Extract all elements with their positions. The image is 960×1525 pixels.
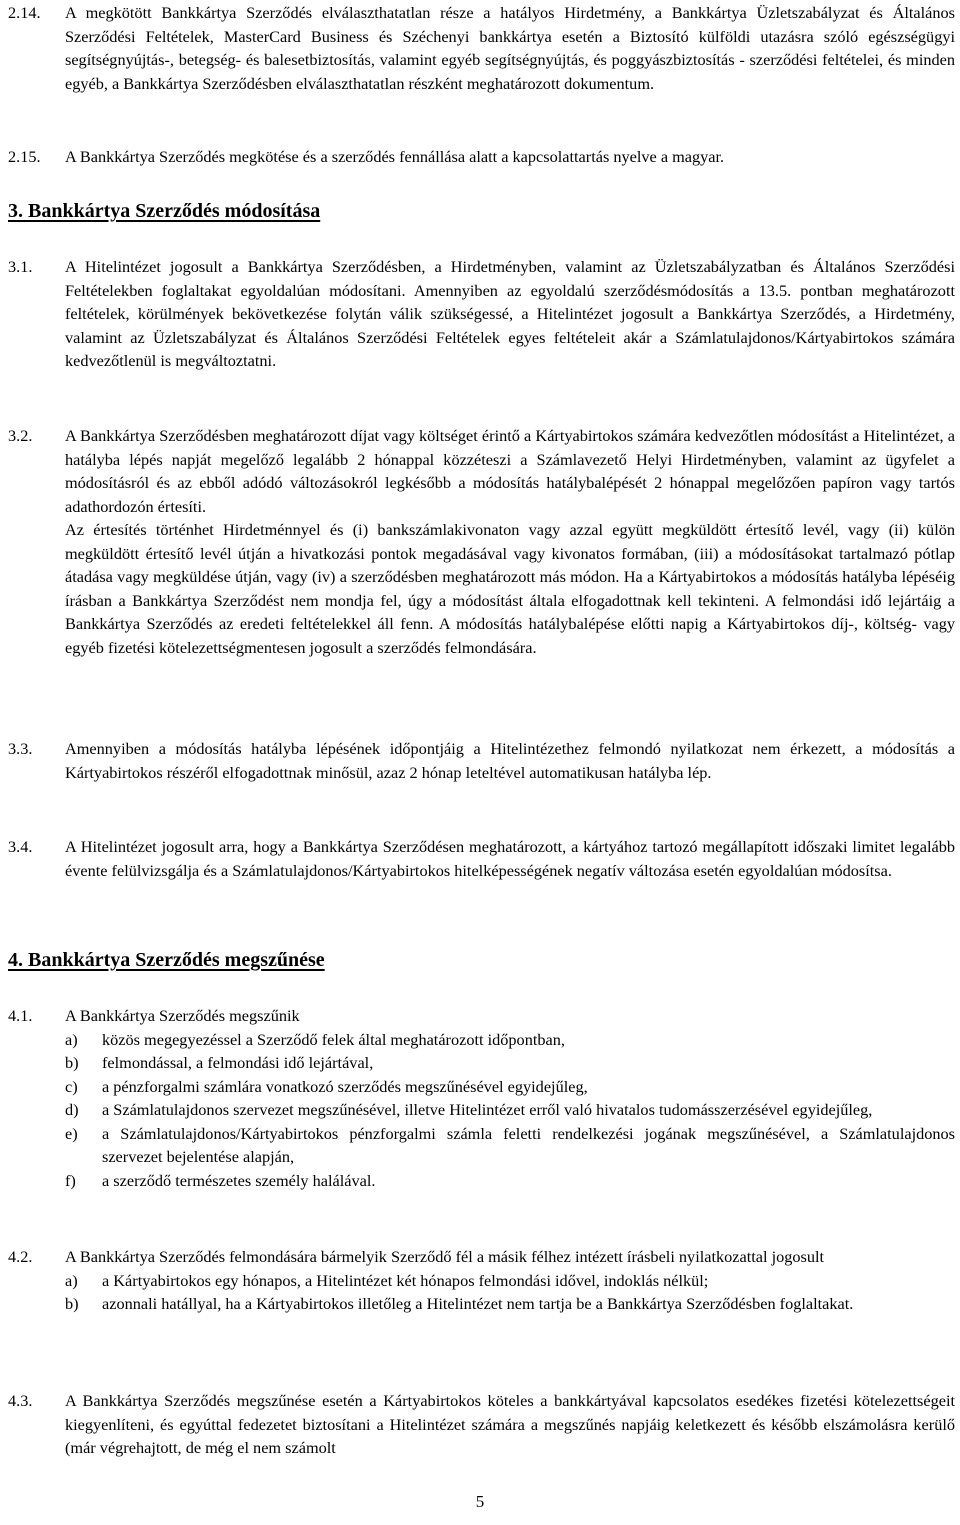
- section-number: 2.14.: [8, 3, 41, 22]
- item-list: [65, 1028, 955, 1193]
- list-item: [65, 1269, 955, 1293]
- section-text: A Bankkártya Szerződés megszűnik: [65, 1006, 300, 1025]
- item-text: a Számlatulajdonos szervezet megszűnésével, illetve Hitelintézet erről való hivatalos tudomásszerzésével egyidejűleg,: [102, 1100, 873, 1119]
- section-4-3: [8, 1389, 955, 1460]
- section-text: A Bankkártya Szerződés felmondására bármelyik Szerződő fél a másik félhez intézett írásbeli nyilatkozattal jogosult: [65, 1247, 825, 1266]
- section-2-14: [8, 1, 955, 95]
- list-item: [65, 1051, 955, 1075]
- section-number: 4.3.: [8, 1391, 33, 1410]
- item-text: a szerződő természetes személy halálával.: [102, 1170, 376, 1190]
- item-label: b): [65, 1053, 79, 1072]
- section-number: 4.2.: [8, 1247, 33, 1266]
- section-text: A Bankkártya Szerződésben meghatározott díjat vagy költséget érintő a Kártyabirtokos számára kedvezőtlen módosítást a Hitelintézet, a hatályba lépés napját megelőző legalább 2 hónappal közzéteszi a Számlavezető Helyi Hirdetményben, valamint az ügyfelet a módosításról és az ebből adódó változásokról legkésőbb a módosítás hatálybalépését 2 hónappal megelőzően papíron vagy tartós adathordozón értesíti.: [65, 426, 955, 516]
- item-text: felmondással, a felmondási idő lejártával,: [102, 1053, 374, 1072]
- section-text: Amennyiben a módosítás hatályba lépésének időpontjáig a Hitelintézethez felmondó nyilatkozat nem érkezett, a módosítás a Kártyabirtokos részéről elfogadottnak minősül, azaz 2 hónap leteltével automatikusan hatályba lép.: [65, 739, 955, 782]
- list-item: [65, 1075, 955, 1099]
- page-number: 5: [475, 1492, 485, 1511]
- heading-section-4: 4. Bankkártya Szerződés megszűnése: [8, 949, 325, 971]
- item-text: közös megegyezéssel a Szerződő felek által meghatározott időpontban,: [102, 1029, 565, 1049]
- item-label: a): [65, 1270, 78, 1290]
- item-label: e): [65, 1123, 78, 1143]
- section-text: A Bankkártya Szerződés megkötése és a szerződés fennállása alatt a kapcsolattartás nyelve a magyar.: [65, 147, 725, 166]
- list-item: [65, 1122, 955, 1169]
- section-3-4: [8, 835, 955, 882]
- section-text: A Bankkártya Szerződés megszűnése esetén a Kártyabirtokos köteles a bankkártyával kapcsolatos esedékes fizetési kötelezettségeit kiegyenlíteni, és egyúttal fedezetet biztosítani a Hitelintézet számára a megszűnés napjáig keletkezett és később elszámolásra kerülő (már végrehajtott, de még el nem számolt: [65, 1391, 955, 1457]
- item-text: azonnali hatállyal, ha a Kártyabirtokos illetőleg a Hitelintézet nem tartja be a Bankkártya Szerződésben foglaltakat.: [102, 1294, 854, 1313]
- section-number: 3.4.: [8, 837, 33, 856]
- item-text: a Számlatulajdonos/Kártyabirtokos pénzforgalmi számla feletti rendelkezési jogának megszűnésével, a Számlatulajdonos szervezet bejelentése alapján,: [102, 1123, 955, 1166]
- item-label: c): [65, 1076, 78, 1096]
- heading-section-3: 3. Bankkártya Szerződés módosítása: [8, 200, 321, 222]
- item-text: a pénzforgalmi számlára vonatkozó szerződés megszűnésével egyidejűleg,: [102, 1076, 588, 1096]
- section-2-15: [8, 145, 955, 169]
- section-text: A Hitelintézet jogosult a Bankkártya Szerződésben, a Hirdetményben, valamint az Üzletszabályzatban és Általános Szerződési Feltételekben foglaltakat egyoldalúan módosítani. Amennyiben az egyoldalú szerződésmódosítás a 13.5. pontban meghatározott feltételek, körülmények bekövetkezése folytán válik szükségessé, a Hitelintézet jogosult a Bankkártya Szerződés, a Hirdetmény, valamint az Üzletszabályzat és Általános Szerződési Feltételek egyes feltételeit akár a Számlatulajdonos/Kártyabirtokos számára kedvezőtlenül is megváltoztatni.: [65, 257, 955, 370]
- section-text-continued: Az értesítés történhet Hirdetménnyel és (i) bankszámlakivonaton vagy azzal együtt megküldött értesítő levél, vagy (ii) külön megküldött értesítő levél útján a hivatkozási pontok megadásával vagy kivonatos formában, (iii) a módosításokat tartalmazó pótlap átadása vagy megküldése útján, vagy (iv) a szerződésben meghatározott más módon. Ha a Kártyabirtokos a módosítás hatályba lépéséig írásban a Bankkártya Szerződést nem mondja fel, úgy a módosítást általa elfogadottnak kell tekinteni. A felmondási idő lejártáig a Bankkártya Szerződés az eredeti feltételekkel áll fenn. A módosítás hatálybalépése előtti napig a Kártyabirtokos díj-, költség- vagy egyéb fizetési kötelezettségmentesen jogosult a szerződés felmondására.: [65, 520, 955, 657]
- list-item: [65, 1098, 955, 1122]
- section-number: 3.3.: [8, 739, 33, 758]
- section-4-1: [8, 1004, 955, 1192]
- item-label: a): [65, 1029, 78, 1049]
- section-text: A megkötött Bankkártya Szerződés elválaszthatatlan része a hatályos Hirdetmény, a Bankkártya Üzletszabályzat és Általános Szerződési Feltételek, MasterCard Business és Széchenyi bankkártya esetén a Biztosító külföldi utazásra szóló egészségügyi segítségnyújtás-, betegség- és balesetbiztosítás, valamint egyéb segítségnyújtás, és poggyászbiztosítás - szerződési feltételei, és minden egyéb, a Bankkártya Szerződésben elválaszthatatlan részként meghatározott dokumentum.: [65, 3, 955, 93]
- item-label: d): [65, 1100, 79, 1119]
- section-text: A Hitelintézet jogosult arra, hogy a Bankkártya Szerződésen meghatározott, a kártyához tartozó megállapított időszaki limitet legalább évente felülvizsgálja és a Számlatulajdonos/Kártyabirtokos hitelképességének negatív változása esetén egyoldalúan módosítsa.: [65, 837, 955, 880]
- list-item: [65, 1169, 955, 1193]
- item-text: a Kártyabirtokos egy hónapos, a Hitelintézet két hónapos felmondási idővel, indoklás nélkül;: [102, 1270, 709, 1290]
- item-label: b): [65, 1294, 79, 1313]
- section-3-1: [8, 255, 955, 373]
- section-number: 3.2.: [8, 426, 33, 445]
- item-list: [65, 1269, 955, 1316]
- item-label: f): [65, 1170, 76, 1190]
- list-item: [65, 1028, 955, 1052]
- section-3-3: [8, 737, 955, 784]
- section-number: 2.15.: [8, 147, 41, 166]
- section-3-2: [8, 424, 955, 659]
- section-4-2: [8, 1245, 955, 1316]
- section-number: 3.1.: [8, 257, 33, 276]
- section-number: 4.1.: [8, 1006, 33, 1025]
- list-item: [65, 1292, 955, 1316]
